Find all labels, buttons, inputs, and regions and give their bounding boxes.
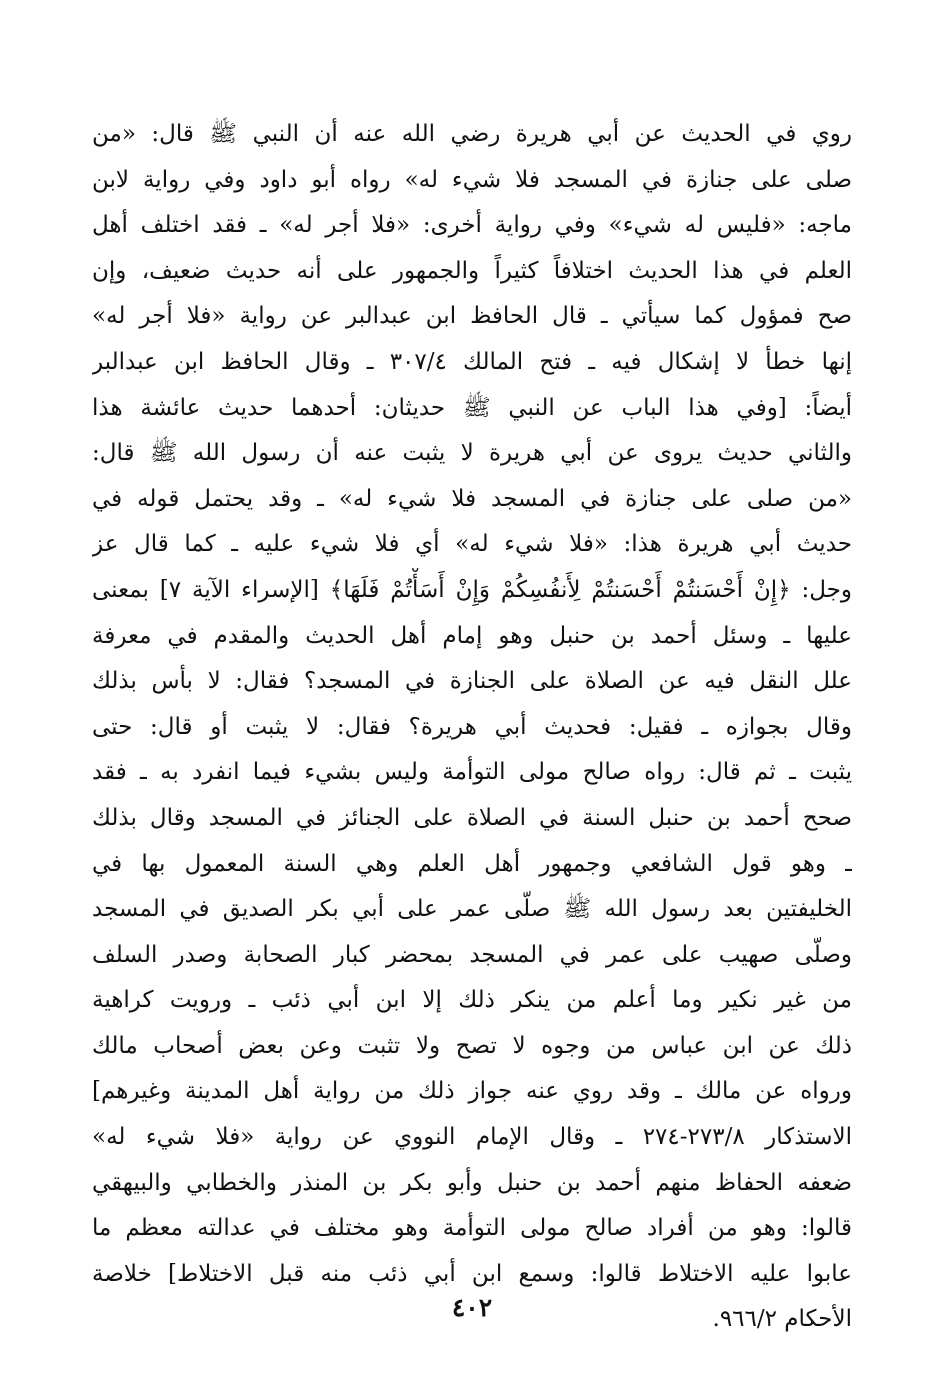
text-line: صحح أحمد بن حنبل السنة في الصلاة على الجنائز في المسجد وقال بذلك bbox=[92, 804, 852, 831]
text-line: الاستذكار ٢٧٣/٨-٢٧٤ ـ وقال الإمام النووي عن رواية «فلا شيء له» bbox=[92, 1124, 852, 1151]
text-line: من غير نكير وما أعلم من ينكر ذلك إلا ابن أبي ذئب ـ ورويت كراهية bbox=[92, 987, 852, 1014]
text-line: ـ وهو قول الشافعي وجمهور أهل العلم وهي السنة المعمول بها في bbox=[92, 850, 852, 877]
text-line: ورواه عن مالك ـ وقد روي عنه جواز ذلك من رواية أهل المدينة وغيرهم] bbox=[92, 1078, 852, 1105]
text-line: عابوا عليه الاختلاط قالوا: وسمع ابن أبي ذئب منه قبل الاختلاط] خلاصة bbox=[92, 1260, 852, 1287]
text-line: عليها ـ وسئل أحمد بن حنبل وهو إمام أهل الحديث والمقدم في معرفة bbox=[92, 622, 852, 649]
text-line: قالوا: وهو من أفراد صالح مولى التوأمة وهو مختلف في عدالته معظم ما bbox=[92, 1215, 852, 1242]
text-line: صح فمؤول كما سيأتي ـ قال الحافظ ابن عبدالبر عن رواية «فلا أجر له» bbox=[92, 303, 852, 330]
text-line: يثبت ـ ثم قال: رواه صالح مولى التوأمة وليس بشيء فيما انفرد به ـ فقد bbox=[92, 759, 852, 786]
text-line: الأحكام ٩٦٦/٢. bbox=[712, 1306, 852, 1333]
body-text bbox=[92, 112, 852, 1343]
text-line: أيضاً: [وفي هذا الباب عن النبي ﷺ حديثان: أحدهما حديث عائشة هذا bbox=[92, 394, 852, 421]
text-line: ماجه: «فليس له شيء» وفي رواية أخرى: «فلا أجر له» ـ فقد اختلف أهل bbox=[92, 212, 852, 239]
text-line: حديث أبي هريرة هذا: «فلا شيء له» أي فلا شيء عليه ـ كما قال عز bbox=[92, 531, 852, 558]
text-line: «من صلى على جنازة في المسجد فلا شيء له» ـ وقد يحتمل قوله في bbox=[92, 485, 852, 512]
text-line: وجل: ﴿إِنْ أَحْسَنتُمْ أَحْسَنتُمْ لِأَنفُسِكُمْ وَإِنْ أَسَأْتُمْ فَلَهَا﴾ [الإسراء الآية ٧] بمعنى bbox=[92, 576, 852, 603]
text-line: ذلك عن ابن عباس من وجوه لا تصح ولا تثبت وعن بعض أصحاب مالك bbox=[92, 1032, 852, 1059]
text-line: وصلّى صهيب على عمر في المسجد بمحضر كبار الصحابة وصدر السلف bbox=[92, 941, 852, 968]
text-line: العلم في هذا الحديث اختلافاً كثيراً والجمهور على أنه حديث ضعيف، وإن bbox=[92, 257, 852, 284]
text-line: علل النقل فيه عن الصلاة على الجنازة في المسجد؟ فقال: لا بأس بذلك bbox=[92, 668, 852, 695]
text-line: الخليفتين بعد رسول الله ﷺ صلّى عمر على أبي بكر الصديق في المسجد bbox=[92, 896, 852, 923]
text-line: والثاني حديث يروى عن أبي هريرة لا يثبت عنه أن رسول الله ﷺ قال: bbox=[92, 440, 852, 467]
text-line: روي في الحديث عن أبي هريرة رضي الله عنه أن النبي ﷺ قال: «من bbox=[92, 121, 852, 147]
text-line: صلى على جنازة في المسجد فلا شيء له» رواه أبو داود وفي رواية لابن bbox=[92, 166, 852, 193]
text-line: وقال بجوازه ـ فقيل: فحديث أبي هريرة؟ فقال: لا يثبت أو قال: حتى bbox=[92, 713, 852, 740]
page-number: ٤٠٢ bbox=[451, 1293, 493, 1322]
text-line: إنها خطأ لا إشكال فيه ـ فتح المالك ٣٠٧/٤ ـ وقال الحافظ ابن عبدالبر bbox=[92, 348, 852, 375]
text-line: ضعفه الحفاظ منهم أحمد بن حنبل وأبو بكر بن المنذر والخطابي والبيهقي bbox=[92, 1169, 852, 1196]
